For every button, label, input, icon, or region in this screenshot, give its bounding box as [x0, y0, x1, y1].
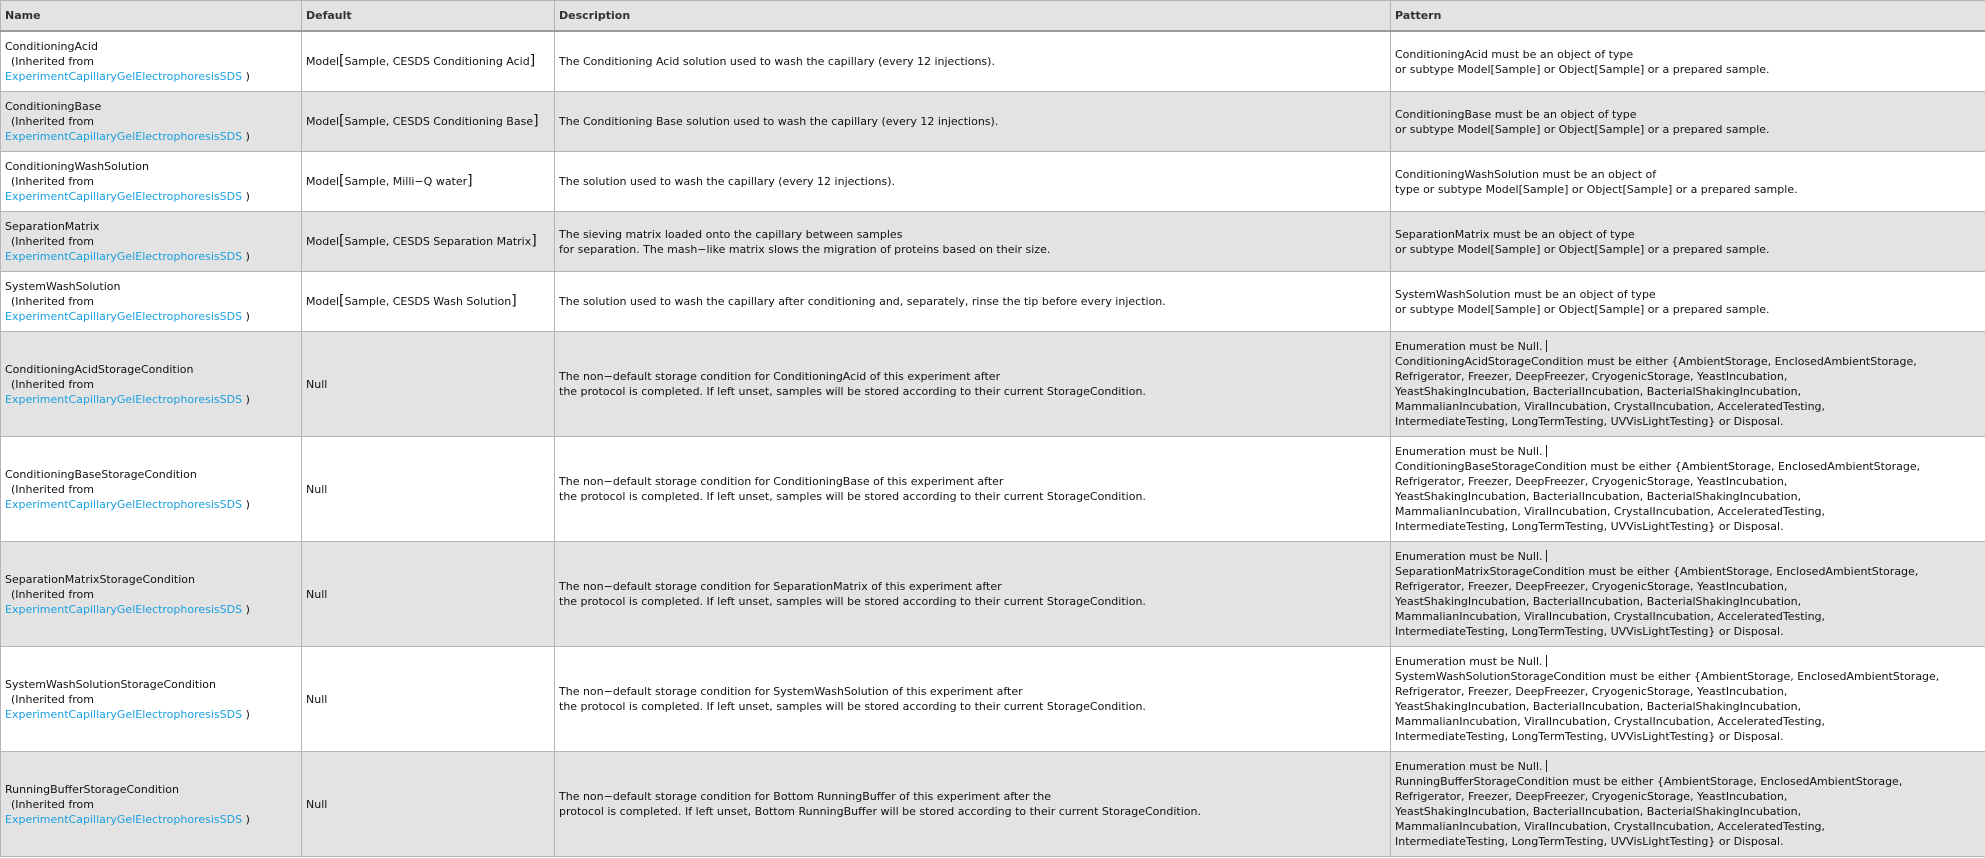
- description-cell: [555, 272, 1391, 332]
- column-header-default: Default: [302, 1, 555, 32]
- inherited-from-link[interactable]: ExperimentCapillaryGelElectrophoresisSDS: [5, 497, 243, 511]
- inherited-from-close: ): [245, 812, 250, 826]
- default-cell: [302, 332, 555, 437]
- pattern-text: RunningBufferStorageCondition must be either {AmbientStorage, EnclosedAmbientStorage,: [1395, 775, 1903, 788]
- pattern-text: IntermediateTesting, LongTermTesting, UVVisLightTesting} or Disposal.: [1395, 730, 1784, 743]
- pattern-text: or subtype Model[Sample] or Object[Sample] or a prepared sample.: [1395, 62, 1770, 76]
- pattern-line: [1395, 287, 1981, 302]
- pattern-line: [1395, 167, 1981, 182]
- table-row: [1, 542, 1985, 647]
- pattern-cell: [1391, 437, 1985, 542]
- option-name: ConditioningAcidStorageCondition: [5, 362, 194, 376]
- inherited-from-line: [5, 190, 250, 203]
- pattern-line: [1395, 62, 1981, 77]
- pattern-line: [1395, 579, 1981, 594]
- inherited-from-label: (Inherited from: [11, 175, 94, 188]
- inherited-from-line: [5, 498, 250, 511]
- pattern-cell: [1391, 332, 1985, 437]
- pattern-line: [1395, 474, 1981, 489]
- inherited-from-line: [5, 708, 250, 721]
- default-model-body: Sample, CESDS Wash Solution: [344, 295, 512, 308]
- description-line: The non−default storage condition for SystemWashSolution of this experiment after: [559, 685, 1023, 698]
- pattern-line: [1395, 564, 1981, 579]
- pattern-line: [1395, 729, 1981, 744]
- table-row: [1, 752, 1985, 857]
- pattern-line: [1395, 107, 1981, 122]
- default-open-bracket: [: [339, 293, 345, 309]
- description-line: The sieving matrix loaded onto the capillary between samples: [559, 227, 903, 241]
- option-name-cell: [1, 647, 302, 752]
- default-cell: [302, 542, 555, 647]
- default-value: Null: [306, 587, 328, 601]
- default-value: Null: [306, 692, 328, 706]
- pattern-line: [1395, 122, 1981, 137]
- default-open-bracket: [: [339, 113, 345, 129]
- pattern-line: [1395, 594, 1981, 609]
- pattern-line: [1395, 654, 1981, 669]
- default-cell: [302, 437, 555, 542]
- pattern-text: Enumeration must be Null.: [1395, 655, 1543, 668]
- pattern-text: ConditioningBase must be an object of type: [1395, 107, 1637, 121]
- inherited-from-close: ): [245, 250, 250, 263]
- pattern-line: [1395, 699, 1981, 714]
- option-name: SystemWashSolution: [5, 280, 121, 293]
- table-row: [1, 647, 1985, 752]
- pattern-text: YeastShakingIncubation, BacterialIncubation, BacterialShakingIncubation,: [1395, 805, 1802, 818]
- description-line: The solution used to wash the capillary after conditioning and, separately, rinse the tip before every injection.: [559, 295, 1166, 308]
- inherited-from-link[interactable]: ExperimentCapillaryGelElectrophoresisSDS: [5, 310, 243, 323]
- pattern-text: Refrigerator, Freezer, DeepFreezer, CryogenicStorage, YeastIncubation,: [1395, 790, 1788, 803]
- pattern-text: IntermediateTesting, LongTermTesting, UVVisLightTesting} or Disposal.: [1395, 625, 1784, 638]
- default-value: Model: [306, 55, 340, 68]
- default-close-bracket: ]: [529, 53, 536, 69]
- table-row: [1, 272, 1985, 332]
- inherited-from-link[interactable]: ExperimentCapillaryGelElectrophoresisSDS: [5, 130, 243, 143]
- default-close-bracket: ]: [531, 233, 537, 249]
- table-row: [1, 212, 1985, 272]
- default-model-body: Sample, CESDS Conditioning Base: [344, 115, 534, 128]
- separator-bar: [1546, 760, 1547, 772]
- default-open-bracket: [: [339, 173, 345, 189]
- inherited-from-link[interactable]: ExperimentCapillaryGelElectrophoresisSDS: [5, 190, 243, 203]
- description-line: The non−default storage condition for Bottom RunningBuffer of this experiment after the: [559, 790, 1052, 803]
- pattern-text: ConditioningWashSolution must be an object of: [1395, 167, 1657, 181]
- pattern-line: [1395, 369, 1981, 384]
- inherited-from-line: [5, 813, 250, 826]
- pattern-line: [1395, 624, 1981, 639]
- default-cell: [302, 31, 555, 92]
- pattern-cell: [1391, 212, 1985, 272]
- pattern-line: [1395, 804, 1981, 819]
- pattern-text: MammalianIncubation, ViralIncubation, CrystalIncubation, AcceleratedTesting,: [1395, 505, 1826, 518]
- pattern-line: [1395, 399, 1981, 414]
- inherited-from-link[interactable]: ExperimentCapillaryGelElectrophoresisSDS: [5, 70, 243, 83]
- pattern-text: YeastShakingIncubation, BacterialIncubation, BacterialShakingIncubation,: [1395, 385, 1802, 398]
- pattern-text: SystemWashSolutionStorageCondition must be either {AmbientStorage, EnclosedAmbientStorage,: [1395, 670, 1940, 683]
- inherited-from-label: (Inherited from: [11, 482, 94, 496]
- description-line: The Conditioning Base solution used to wash the capillary (every 12 injections).: [559, 115, 999, 128]
- table-body: [1, 31, 1985, 857]
- default-close-bracket: ]: [533, 113, 539, 129]
- inherited-from-label: (Inherited from: [11, 797, 94, 811]
- option-name: SystemWashSolutionStorageCondition: [5, 677, 216, 691]
- default-cell: [302, 647, 555, 752]
- default-value: Model: [306, 175, 340, 188]
- pattern-line: [1395, 227, 1981, 242]
- pattern-line: [1395, 489, 1981, 504]
- inherited-from-line: [5, 130, 250, 143]
- description-cell: [555, 542, 1391, 647]
- inherited-from-label: (Inherited from: [11, 692, 94, 706]
- pattern-line: [1395, 684, 1981, 699]
- pattern-cell: [1391, 752, 1985, 857]
- option-name-cell: [1, 332, 302, 437]
- column-header-name: Name: [1, 1, 302, 32]
- pattern-line: [1395, 444, 1981, 459]
- inherited-from-line: [5, 250, 250, 263]
- pattern-text: ConditioningAcidStorageCondition must be either {AmbientStorage, EnclosedAmbientStorage,: [1395, 355, 1917, 368]
- pattern-line: [1395, 242, 1981, 257]
- option-name-cell: [1, 437, 302, 542]
- inherited-from-label: (Inherited from: [11, 295, 94, 308]
- inherited-from-line: [5, 310, 250, 323]
- pattern-cell: [1391, 647, 1985, 752]
- description-line: The solution used to wash the capillary (every 12 injections).: [559, 175, 896, 188]
- table-row: [1, 152, 1985, 212]
- separator-bar: [1546, 445, 1547, 457]
- inherited-from-close: ): [245, 310, 250, 323]
- pattern-line: [1395, 339, 1981, 354]
- default-value: Null: [306, 482, 328, 496]
- option-name-cell: [1, 152, 302, 212]
- description-line: The non−default storage condition for SeparationMatrix of this experiment after: [559, 580, 1002, 593]
- pattern-line: [1395, 384, 1981, 399]
- inherited-from-label: (Inherited from: [11, 235, 94, 248]
- default-value: Model: [306, 235, 340, 248]
- default-open-bracket: [: [339, 233, 345, 249]
- inherited-from-link[interactable]: ExperimentCapillaryGelElectrophoresisSDS: [5, 707, 243, 721]
- pattern-line: [1395, 459, 1981, 474]
- pattern-text: SeparationMatrixStorageCondition must be either {AmbientStorage, EnclosedAmbientStorage,: [1395, 565, 1919, 578]
- pattern-line: [1395, 549, 1981, 564]
- default-model-body: Sample, CESDS Conditioning Acid: [344, 55, 530, 68]
- default-cell: [302, 752, 555, 857]
- pattern-line: [1395, 669, 1981, 684]
- pattern-text: Refrigerator, Freezer, DeepFreezer, CryogenicStorage, YeastIncubation,: [1395, 370, 1788, 383]
- inherited-from-close: ): [245, 190, 250, 203]
- description-line: the protocol is completed. If left unset, samples will be stored according to their current StorageCondition.: [559, 385, 1146, 398]
- pattern-cell: [1391, 272, 1985, 332]
- option-name-cell: [1, 92, 302, 152]
- description-line: The non−default storage condition for ConditioningBase of this experiment after: [559, 475, 1004, 488]
- option-name: ConditioningAcid: [5, 40, 98, 53]
- default-value: Null: [306, 377, 328, 391]
- pattern-line: [1395, 819, 1981, 834]
- default-value: Model: [306, 115, 340, 128]
- pattern-text: MammalianIncubation, ViralIncubation, CrystalIncubation, AcceleratedTesting,: [1395, 610, 1826, 623]
- pattern-text: Enumeration must be Null.: [1395, 550, 1543, 563]
- pattern-line: [1395, 354, 1981, 369]
- inherited-from-line: [5, 70, 250, 83]
- inherited-from-close: ): [245, 130, 250, 143]
- default-value: Null: [306, 797, 328, 811]
- pattern-line: [1395, 774, 1981, 789]
- option-name-cell: [1, 752, 302, 857]
- option-name-cell: [1, 212, 302, 272]
- inherited-from-label: (Inherited from: [11, 377, 94, 391]
- option-name: SeparationMatrixStorageCondition: [5, 572, 195, 586]
- pattern-text: YeastShakingIncubation, BacterialIncubation, BacterialShakingIncubation,: [1395, 700, 1802, 713]
- inherited-from-close: ): [245, 707, 250, 721]
- pattern-line: [1395, 302, 1981, 317]
- pattern-text: IntermediateTesting, LongTermTesting, UVVisLightTesting} or Disposal.: [1395, 835, 1784, 848]
- pattern-text: or subtype Model[Sample] or Object[Sample] or a prepared sample.: [1395, 122, 1770, 136]
- pattern-text: Refrigerator, Freezer, DeepFreezer, CryogenicStorage, YeastIncubation,: [1395, 580, 1788, 593]
- description-line: The non−default storage condition for ConditioningAcid of this experiment after: [559, 370, 1001, 383]
- default-cell: [302, 212, 555, 272]
- description-cell: [555, 647, 1391, 752]
- inherited-from-line: [5, 603, 250, 616]
- separator-bar: [1546, 340, 1547, 352]
- option-name-cell: [1, 31, 302, 92]
- pattern-text: MammalianIncubation, ViralIncubation, CrystalIncubation, AcceleratedTesting,: [1395, 400, 1826, 413]
- inherited-from-label: (Inherited from: [11, 587, 94, 601]
- description-cell: [555, 752, 1391, 857]
- description-cell: [555, 152, 1391, 212]
- description-line: the protocol is completed. If left unset, samples will be stored according to their current StorageCondition.: [559, 490, 1146, 503]
- pattern-text: ConditioningBaseStorageCondition must be either {AmbientStorage, EnclosedAmbientStorage,: [1395, 460, 1921, 473]
- pattern-cell: [1391, 31, 1985, 92]
- pattern-text: or subtype Model[Sample] or Object[Sample] or a prepared sample.: [1395, 302, 1770, 316]
- pattern-text: or subtype Model[Sample] or Object[Sample] or a prepared sample.: [1395, 242, 1770, 256]
- option-name: SeparationMatrix: [5, 220, 100, 233]
- description-cell: [555, 92, 1391, 152]
- table-row: [1, 437, 1985, 542]
- default-close-bracket: ]: [467, 173, 473, 189]
- pattern-text: IntermediateTesting, LongTermTesting, UVVisLightTesting} or Disposal.: [1395, 415, 1784, 428]
- pattern-line: [1395, 609, 1981, 624]
- inherited-from-close: ): [245, 602, 250, 616]
- default-cell: [302, 152, 555, 212]
- default-close-bracket: ]: [511, 293, 517, 309]
- description-cell: [555, 332, 1391, 437]
- separator-bar: [1546, 655, 1547, 667]
- description-cell: [555, 31, 1391, 92]
- separator-bar: [1546, 550, 1547, 562]
- inherited-from-close: ): [245, 497, 250, 511]
- pattern-cell: [1391, 542, 1985, 647]
- pattern-text: IntermediateTesting, LongTermTesting, UVVisLightTesting} or Disposal.: [1395, 520, 1784, 533]
- default-cell: [302, 272, 555, 332]
- option-name-cell: [1, 272, 302, 332]
- option-name: ConditioningWashSolution: [5, 160, 149, 173]
- column-header-description: Description: [555, 1, 1391, 32]
- column-header-pattern: Pattern: [1391, 1, 1985, 32]
- default-open-bracket: [: [339, 53, 345, 69]
- pattern-text: Enumeration must be Null.: [1395, 340, 1543, 353]
- inherited-from-link[interactable]: ExperimentCapillaryGelElectrophoresisSDS: [5, 392, 243, 406]
- description-line: the protocol is completed. If left unset, samples will be stored according to their current StorageCondition.: [559, 595, 1146, 608]
- pattern-text: ConditioningAcid must be an object of type: [1395, 47, 1634, 61]
- pattern-line: [1395, 519, 1981, 534]
- option-name: ConditioningBaseStorageCondition: [5, 467, 197, 481]
- option-name: ConditioningBase: [5, 100, 102, 113]
- description-line: The Conditioning Acid solution used to wash the capillary (every 12 injections).: [559, 55, 995, 68]
- pattern-text: Enumeration must be Null.: [1395, 760, 1543, 773]
- pattern-line: [1395, 789, 1981, 804]
- pattern-line: [1395, 759, 1981, 774]
- inherited-from-link[interactable]: ExperimentCapillaryGelElectrophoresisSDS: [5, 812, 243, 826]
- pattern-text: Enumeration must be Null.: [1395, 445, 1543, 458]
- inherited-from-link[interactable]: ExperimentCapillaryGelElectrophoresisSDS: [5, 602, 243, 616]
- pattern-line: [1395, 47, 1981, 62]
- default-model-body: Sample, Milli−Q water: [344, 175, 468, 188]
- inherited-from-label: (Inherited from: [11, 115, 94, 128]
- description-line: for separation. The mash−like matrix slows the migration of proteins based on their size.: [559, 242, 1051, 256]
- pattern-text: type or subtype Model[Sample] or Object[Sample] or a prepared sample.: [1395, 182, 1798, 196]
- table-row: [1, 92, 1985, 152]
- pattern-text: YeastShakingIncubation, BacterialIncubation, BacterialShakingIncubation,: [1395, 595, 1802, 608]
- pattern-text: SystemWashSolution must be an object of type: [1395, 287, 1656, 301]
- default-value: Model: [306, 295, 340, 308]
- pattern-line: [1395, 714, 1981, 729]
- description-cell: [555, 212, 1391, 272]
- pattern-cell: [1391, 92, 1985, 152]
- table-row: [1, 31, 1985, 92]
- pattern-text: Refrigerator, Freezer, DeepFreezer, CryogenicStorage, YeastIncubation,: [1395, 475, 1788, 488]
- pattern-line: [1395, 182, 1981, 197]
- pattern-text: SeparationMatrix must be an object of type: [1395, 227, 1635, 241]
- pattern-text: Refrigerator, Freezer, DeepFreezer, CryogenicStorage, YeastIncubation,: [1395, 685, 1788, 698]
- default-cell: [302, 92, 555, 152]
- inherited-from-link[interactable]: ExperimentCapillaryGelElectrophoresisSDS: [5, 250, 243, 263]
- pattern-text: MammalianIncubation, ViralIncubation, CrystalIncubation, AcceleratedTesting,: [1395, 715, 1826, 728]
- description-line: the protocol is completed. If left unset, samples will be stored according to their current StorageCondition.: [559, 700, 1146, 713]
- inherited-from-line: [5, 393, 250, 406]
- table-row: [1, 332, 1985, 437]
- inherited-from-close: ): [245, 70, 250, 83]
- option-name: RunningBufferStorageCondition: [5, 782, 179, 796]
- pattern-line: [1395, 414, 1981, 429]
- description-cell: [555, 437, 1391, 542]
- option-name-cell: [1, 542, 302, 647]
- pattern-line: [1395, 504, 1981, 519]
- pattern-line: [1395, 834, 1981, 849]
- pattern-text: YeastShakingIncubation, BacterialIncubation, BacterialShakingIncubation,: [1395, 490, 1802, 503]
- header-row: [1, 1, 1985, 32]
- pattern-cell: [1391, 152, 1985, 212]
- description-line: protocol is completed. If left unset, Bottom RunningBuffer will be stored according to their current StorageCondition.: [559, 805, 1201, 818]
- inherited-from-close: ): [245, 392, 250, 406]
- pattern-text: MammalianIncubation, ViralIncubation, CrystalIncubation, AcceleratedTesting,: [1395, 820, 1826, 833]
- inherited-from-label: (Inherited from: [11, 55, 94, 68]
- default-model-body: Sample, CESDS Separation Matrix: [344, 235, 532, 248]
